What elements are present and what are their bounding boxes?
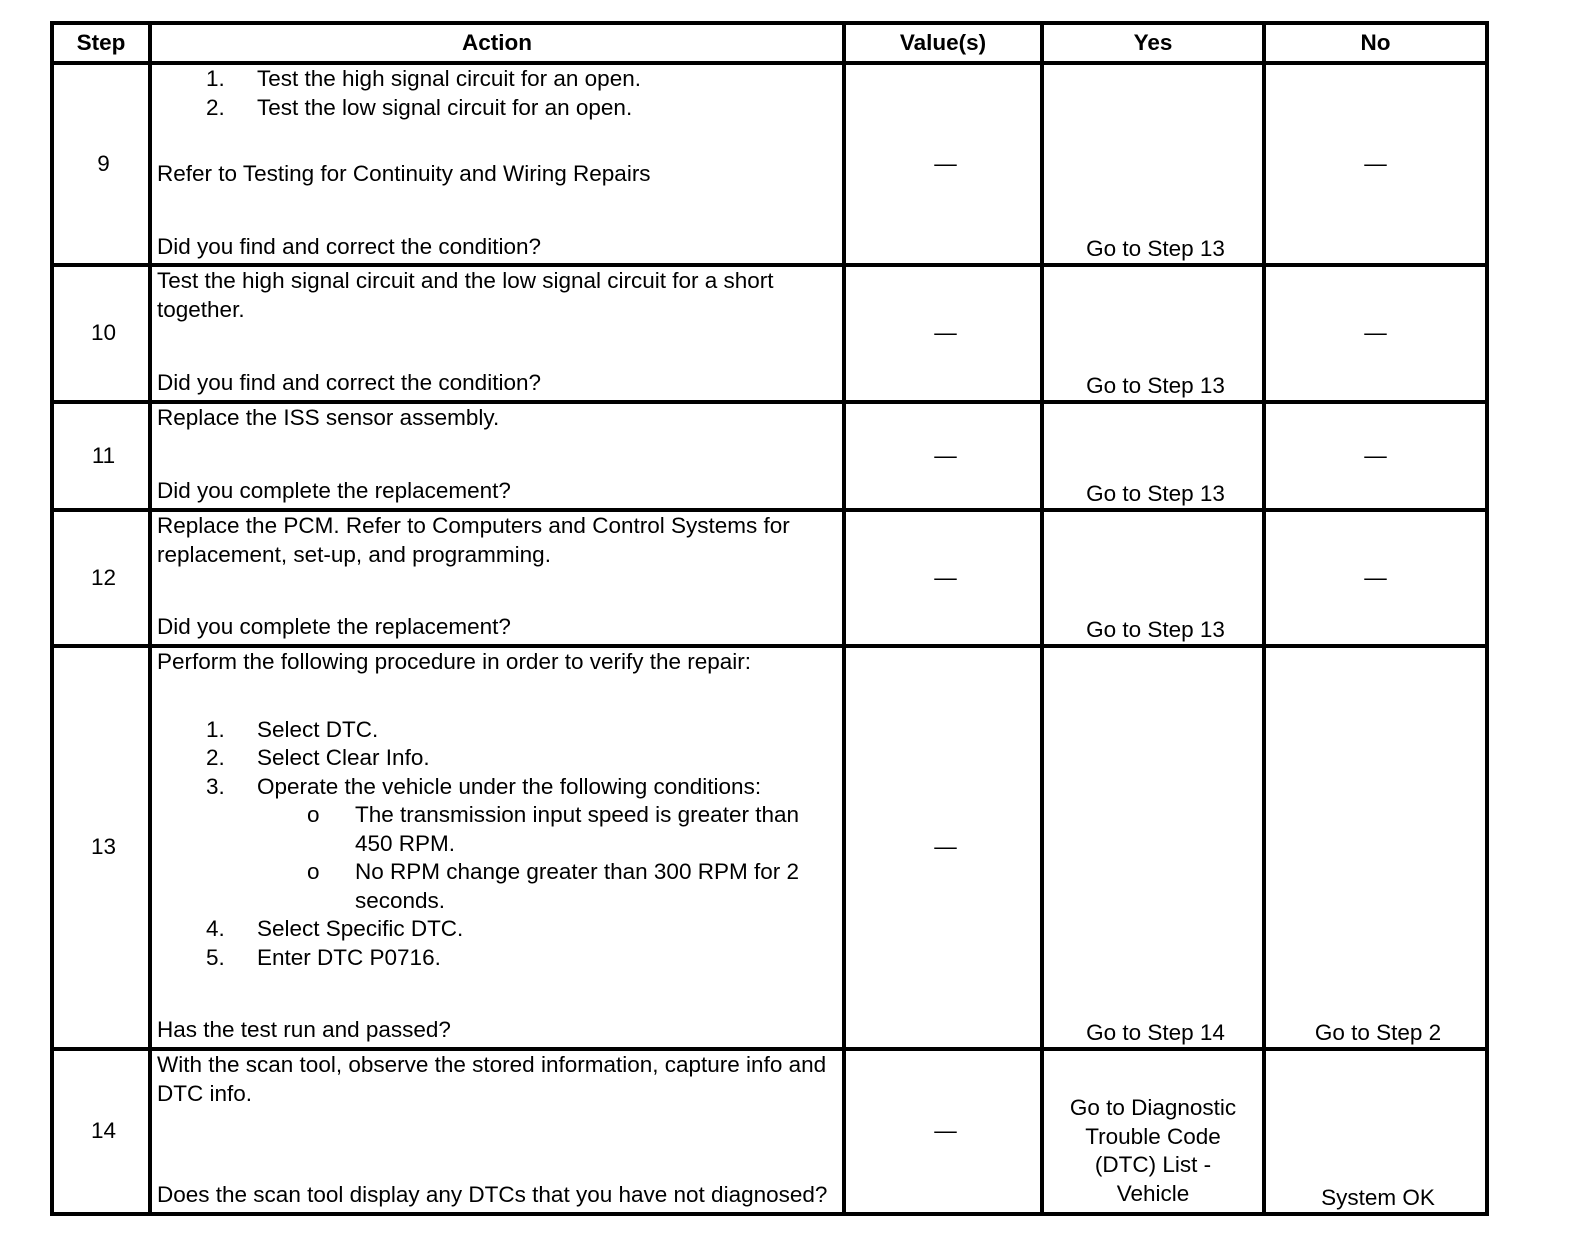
circle-bullet-icon: o: [307, 859, 320, 884]
numbered-list: [157, 716, 842, 973]
list-number: 2.: [206, 745, 225, 770]
list-number: 4.: [206, 916, 225, 941]
values-cell: —: [844, 1049, 1042, 1214]
action-cell: [150, 646, 844, 1049]
action-cell: [150, 510, 844, 646]
numbered-list: [157, 65, 842, 122]
table-row: [52, 510, 1487, 646]
values-cell: —: [844, 646, 1042, 1049]
action-cell: [150, 63, 844, 265]
question-text: Does the scan tool display any DTCs that you have not diagnosed?: [157, 1181, 828, 1207]
list-number: 2.: [206, 94, 225, 120]
no-cell: —: [1264, 402, 1487, 510]
step-number: 13: [52, 646, 150, 1049]
list-item: [157, 94, 842, 123]
yes-link-text[interactable]: Go to Diagnostic Trouble Code (DTC) List - Vehicle: [1069, 1095, 1237, 1206]
table-row: [52, 402, 1487, 510]
list-item: [157, 773, 842, 916]
action-cell: [150, 1049, 844, 1214]
list-item-text: Operate the vehicle under the following conditions:: [257, 773, 762, 799]
yes-cell: Go to Step 13: [1042, 265, 1264, 402]
header-action: Action: [150, 23, 844, 63]
table-row: [52, 63, 1487, 265]
no-cell: —: [1264, 510, 1487, 646]
step-number: 10: [52, 265, 150, 402]
header-values: Value(s): [844, 23, 1042, 63]
diagnostic-table: [50, 21, 1489, 1216]
list-item: [157, 65, 842, 94]
intro-text: Perform the following procedure in order to verify the repair:: [157, 649, 752, 674]
list-number: 5.: [206, 944, 225, 970]
header-step: Step: [52, 23, 150, 63]
no-cell: —: [1264, 265, 1487, 402]
action-text: Test the high signal circuit and the low signal circuit for a short together.: [157, 268, 780, 322]
values-cell: —: [844, 510, 1042, 646]
yes-cell: Go to Step 13: [1042, 63, 1264, 265]
question-text: Has the test run and passed?: [157, 1016, 451, 1042]
step-number: 11: [52, 402, 150, 510]
question-text: Did you find and correct the condition?: [157, 369, 541, 395]
bullet-item: [157, 858, 842, 915]
bullet-item-text: The transmission input speed is greater than 450 RPM.: [355, 802, 799, 856]
action-cell: [150, 402, 844, 510]
no-cell: Go to Step 2: [1264, 646, 1487, 1049]
yes-cell: [1042, 1049, 1264, 1214]
list-item-text: Test the low signal circuit for an open.: [257, 94, 633, 120]
action-text: Replace the ISS sensor assembly.: [157, 405, 500, 430]
list-number: 1.: [206, 66, 225, 91]
list-item: [157, 944, 842, 973]
header-yes: Yes: [1042, 23, 1264, 63]
list-item-text: Select Specific DTC.: [257, 916, 464, 941]
step-number: 14: [52, 1049, 150, 1214]
no-cell: System OK: [1264, 1049, 1487, 1214]
list-item: [157, 915, 842, 944]
list-item-text: Select Clear Info.: [257, 745, 430, 770]
yes-cell: Go to Step 13: [1042, 510, 1264, 646]
bullet-item: [157, 801, 842, 858]
header-row: [52, 23, 1487, 63]
circle-bullet-icon: o: [307, 802, 320, 827]
list-item-text: Test the high signal circuit for an open.: [257, 66, 641, 91]
action-text: Replace the PCM. Refer to Computers and Control Systems for replacement, set-up, and programming.: [157, 513, 797, 567]
step-number: 9: [52, 63, 150, 265]
values-cell: —: [844, 63, 1042, 265]
list-number: 1.: [206, 716, 225, 742]
list-item-text: Enter DTC P0716.: [257, 944, 441, 970]
no-cell: —: [1264, 63, 1487, 265]
list-item: [157, 716, 842, 745]
header-no: No: [1264, 23, 1487, 63]
question-text: Did you complete the replacement?: [157, 613, 511, 639]
table-row: [52, 1049, 1487, 1214]
action-text: With the scan tool, observe the stored information, capture info and DTC info.: [157, 1052, 833, 1106]
yes-cell: Go to Step 13: [1042, 402, 1264, 510]
list-item: [157, 744, 842, 773]
bullet-list: [157, 801, 842, 915]
yes-cell: Go to Step 14: [1042, 646, 1264, 1049]
values-cell: —: [844, 402, 1042, 510]
values-cell: —: [844, 265, 1042, 402]
list-item-text: Select DTC.: [257, 716, 379, 742]
action-cell: [150, 265, 844, 402]
question-text: Did you complete the replacement?: [157, 477, 511, 503]
question-text: Did you find and correct the condition?: [157, 233, 541, 259]
bullet-item-text: No RPM change greater than 300 RPM for 2 seconds.: [355, 859, 799, 913]
table-row: [52, 646, 1487, 1049]
step-number: 12: [52, 510, 150, 646]
table-row: [52, 265, 1487, 402]
list-number: 3.: [206, 773, 225, 799]
reference-text: Refer to Testing for Continuity and Wiring Repairs: [157, 161, 651, 186]
